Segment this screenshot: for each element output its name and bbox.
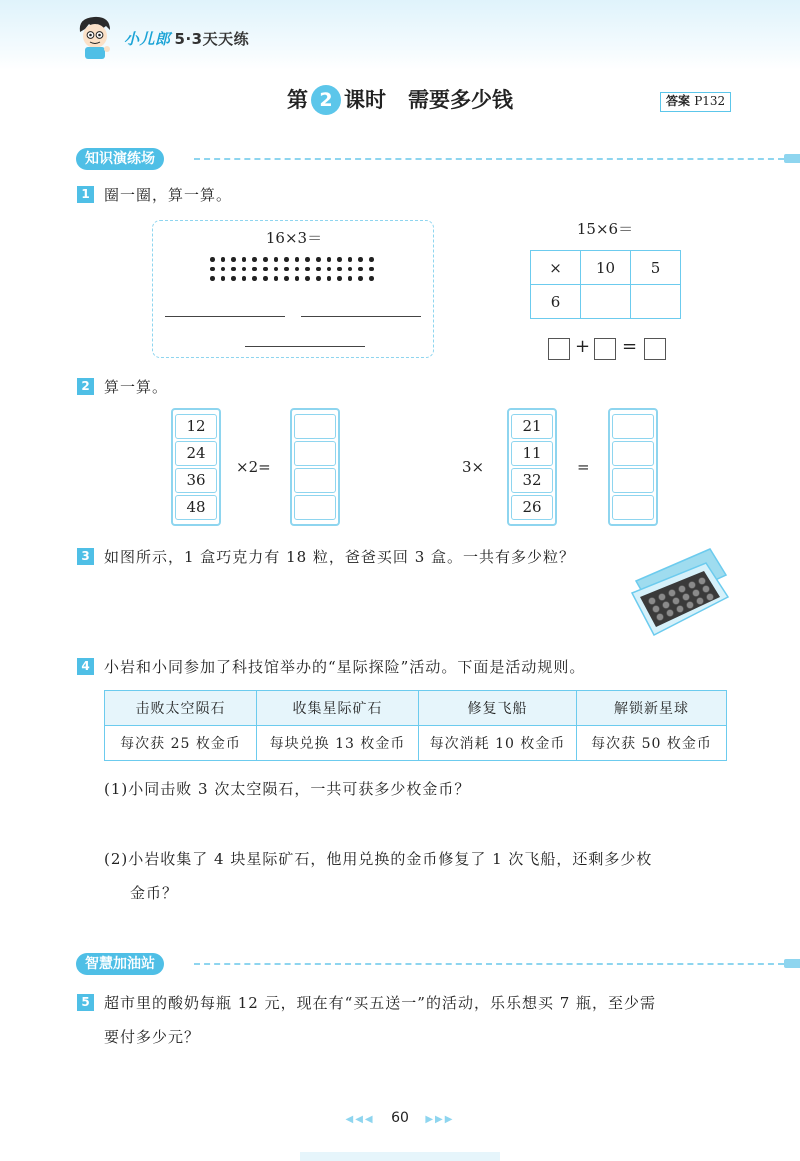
dot (231, 276, 236, 281)
answer-cell[interactable] (294, 441, 336, 466)
dot (358, 257, 363, 262)
answer-cell[interactable] (294, 468, 336, 493)
dot (263, 276, 268, 281)
value-cell: 11 (511, 441, 553, 466)
operator-text: 3× (462, 458, 485, 476)
equals-sign: = (622, 336, 638, 357)
table-header-cell: 修复飞船 (419, 691, 577, 726)
answer-cell[interactable] (612, 468, 654, 493)
dot (369, 267, 374, 272)
dot-array-box (152, 220, 434, 358)
header-band (0, 0, 800, 70)
answer-cell[interactable] (612, 441, 654, 466)
dot (221, 276, 226, 281)
dot (242, 276, 247, 281)
dot (284, 276, 289, 281)
dot (252, 257, 257, 262)
question-text: 算一算。 (104, 378, 169, 396)
dot (316, 267, 321, 272)
grid-answer-cell[interactable] (631, 285, 681, 319)
answer-cell[interactable] (294, 414, 336, 439)
dot (295, 276, 300, 281)
plus-sign: + (575, 336, 591, 357)
dot (337, 257, 342, 262)
value-cell: 48 (175, 495, 217, 520)
dot (274, 267, 279, 272)
dot (316, 257, 321, 262)
table-cell: 每次消耗 10 枚金币 (419, 726, 577, 761)
dot (221, 267, 226, 272)
section-label: 知识演练场 (76, 148, 164, 170)
dot (348, 257, 353, 262)
answer-page: P132 (694, 94, 726, 108)
answer-blank[interactable] (165, 316, 285, 317)
equals-sign: = (577, 458, 590, 476)
answer-cell[interactable] (612, 495, 654, 520)
brand-logo (124, 28, 249, 49)
dot (252, 267, 257, 272)
question-number: 5 (77, 994, 94, 1011)
title-lesson: 课时 (344, 88, 386, 112)
dot (210, 267, 215, 272)
dot (348, 267, 353, 272)
grid-cell: 5 (631, 251, 681, 285)
dot (284, 267, 289, 272)
dot (358, 267, 363, 272)
answer-blank[interactable] (245, 346, 365, 347)
lesson-number-badge: 2 (311, 85, 341, 115)
value-cell: 32 (511, 468, 553, 493)
brand-mark: 小儿郎 (124, 30, 171, 48)
grid-cell: 6 (531, 285, 581, 319)
dot (305, 257, 310, 262)
value-cell: 12 (175, 414, 217, 439)
answer-column (608, 408, 658, 526)
dot (295, 257, 300, 262)
sub-question-continued: 金币？ (130, 884, 179, 902)
dot (305, 276, 310, 281)
question-text: 小岩和小同参加了科技馆举办的“星际探险”活动。下面是活动规则。 (104, 658, 586, 676)
title-topic: 需要多少钱 (408, 88, 513, 112)
value-cell: 24 (175, 441, 217, 466)
dot (231, 267, 236, 272)
dot (263, 267, 268, 272)
chocolate-box-image (630, 545, 730, 645)
table-row (105, 726, 727, 761)
answer-label: 答案 (666, 94, 691, 108)
value-cell: 21 (511, 414, 553, 439)
table-cell: 每次获 50 枚金币 (577, 726, 727, 761)
value-column (171, 408, 221, 526)
answer-cell[interactable] (294, 495, 336, 520)
right-arrows-icon: ▶▶▶ (425, 1114, 455, 1125)
dot (210, 257, 215, 262)
question-text-continued: 要付多少元？ (104, 1028, 201, 1046)
grid-cell: × (531, 251, 581, 285)
operator-text: ×2= (236, 458, 271, 476)
dot (327, 257, 332, 262)
brand-series: 5·3天天练 (174, 30, 250, 48)
table-header-cell: 收集星际矿石 (257, 691, 419, 726)
section-header-practice (76, 148, 736, 172)
question-number: 1 (77, 186, 94, 203)
grid-cell: 10 (581, 251, 631, 285)
dot (316, 276, 321, 281)
dot (337, 267, 342, 272)
section-label: 智慧加油站 (76, 953, 164, 975)
dot (295, 267, 300, 272)
page-footer (0, 1110, 800, 1126)
answer-box[interactable] (594, 338, 616, 360)
question-text: 圈一圈，算一算。 (104, 186, 233, 204)
question-text: 超市里的酸奶每瓶 12 元，现在有“买五送一”的活动，乐乐想买 7 瓶，至少需 (104, 994, 657, 1012)
sub-question: (2)小岩收集了 4 块星际矿石，他用兑换的金币修复了 1 次飞船，还剩多少枚 (104, 850, 653, 868)
question-text: 如图所示，1 盒巧克力有 18 粒，爸爸买回 3 盒。一共有多少粒？ (104, 548, 576, 566)
dot (305, 267, 310, 272)
dot (369, 257, 374, 262)
mascot-icon (76, 14, 114, 60)
multiplication-grid (530, 250, 681, 319)
pencil-icon (784, 154, 800, 163)
table-cell: 每次获 25 枚金币 (105, 726, 257, 761)
left-arrows-icon: ◀◀◀ (345, 1114, 375, 1125)
question-number: 2 (77, 378, 94, 395)
dot (252, 276, 257, 281)
dot (348, 276, 353, 281)
section-divider (194, 963, 784, 965)
dot (242, 257, 247, 262)
question-number: 3 (77, 548, 94, 565)
dot (274, 276, 279, 281)
table-header-cell: 击败太空陨石 (105, 691, 257, 726)
dot (327, 267, 332, 272)
value-cell: 26 (511, 495, 553, 520)
dot (263, 257, 268, 262)
answer-box[interactable] (644, 338, 666, 360)
dot (358, 276, 363, 281)
dot (274, 257, 279, 262)
answer-cell[interactable] (612, 414, 654, 439)
dot (337, 276, 342, 281)
title-prefix: 第 (287, 88, 308, 112)
page-number: 60 (391, 1110, 409, 1126)
table-cell: 每块兑换 13 枚金币 (257, 726, 419, 761)
value-column (507, 408, 557, 526)
table-header-cell: 解锁新星球 (577, 691, 727, 726)
dot (242, 267, 247, 272)
dot (231, 257, 236, 262)
answer-reference (660, 92, 731, 112)
dot (284, 257, 289, 262)
pencil-icon (784, 959, 800, 968)
section-header-wisdom (76, 953, 736, 977)
equation-text: 15×6＝ (576, 220, 634, 238)
value-cell: 36 (175, 468, 217, 493)
rules-table (104, 690, 727, 761)
dot (210, 276, 215, 281)
dot (221, 257, 226, 262)
answer-column (290, 408, 340, 526)
section-divider (194, 158, 784, 160)
sub-question: (1)小同击败 3 次太空陨石，一共可获多少枚金币？ (104, 780, 471, 798)
answer-blank[interactable] (301, 316, 421, 317)
dot (369, 276, 374, 281)
table-header-row (105, 691, 727, 726)
footer-band (300, 1152, 500, 1161)
question-number: 4 (77, 658, 94, 675)
answer-box[interactable] (548, 338, 570, 360)
dot (327, 276, 332, 281)
grid-answer-cell[interactable] (581, 285, 631, 319)
equation-text: 16×3＝ (265, 229, 323, 247)
